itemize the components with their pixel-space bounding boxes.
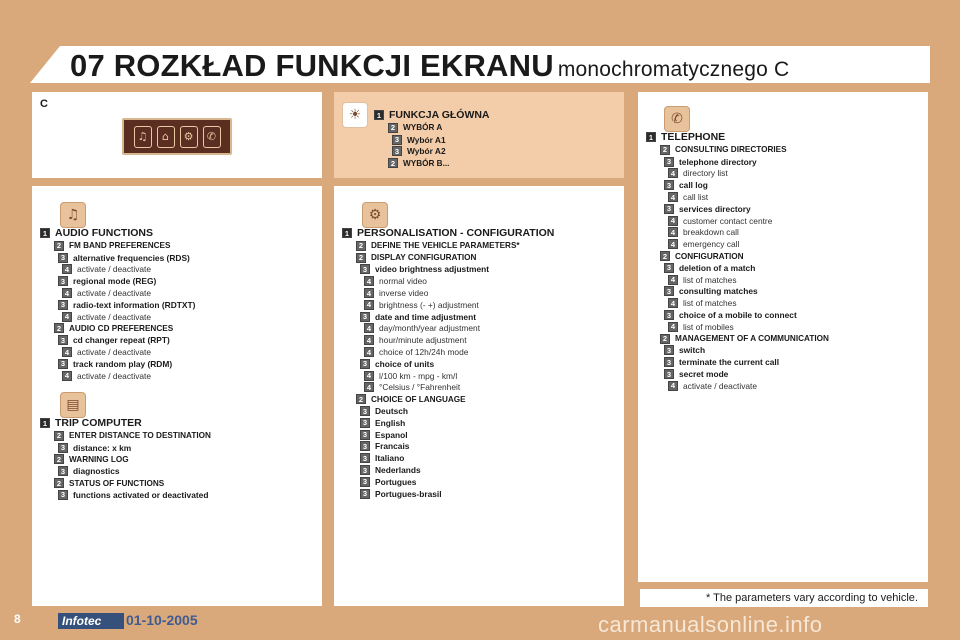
level-badge: 3 (58, 443, 68, 453)
menu-row-level-4 (40, 264, 195, 276)
menu-row-level-4 (342, 346, 554, 358)
menu-item-label: ENTER DISTANCE TO DESTINATION (69, 431, 211, 441)
level-badge: 4 (62, 312, 72, 322)
level-badge: 4 (62, 264, 72, 274)
navigation-icon: ⌂ (157, 126, 175, 148)
menu-row-level-3 (646, 309, 829, 321)
menu-row-level-4 (646, 380, 829, 392)
level-badge: 1 (646, 132, 656, 142)
menu-item-label: WYBÓR B... (403, 158, 450, 168)
display-panel (32, 92, 322, 178)
level-badge: 3 (664, 157, 674, 167)
level-badge: 2 (54, 454, 64, 464)
menu-item-label: breakdown call (683, 227, 739, 238)
level-badge: 4 (668, 192, 678, 202)
menu-item-label: English (375, 417, 406, 428)
level-badge: 2 (54, 323, 64, 333)
level-badge: 2 (356, 253, 366, 263)
menu-row-level-4 (646, 191, 829, 203)
level-badge: 4 (364, 347, 374, 357)
menu-item-label: call log (679, 180, 708, 191)
level-badge: 2 (660, 334, 670, 344)
menu-row-level-3 (40, 489, 211, 501)
menu-row-level-1 (646, 130, 829, 144)
menu-row-level-3 (342, 417, 554, 429)
menu-row-level-2 (374, 122, 490, 134)
menu-row-level-4 (646, 321, 829, 333)
level-badge: 4 (364, 288, 374, 298)
telephone-tree (646, 128, 829, 392)
menu-item-label: MANAGEMENT OF A COMMUNICATION (675, 334, 829, 344)
menu-row-level-1 (40, 226, 195, 240)
menu-item-label: deletion of a match (679, 262, 756, 273)
level-badge: 2 (54, 431, 64, 441)
menu-row-level-4 (40, 311, 195, 323)
menu-item-label: regional mode (REG) (73, 276, 157, 287)
level-badge: 2 (388, 123, 398, 133)
level-badge: 4 (668, 239, 678, 249)
menu-item-label: Italiano (375, 453, 405, 464)
menu-item-label: TELEPHONE (661, 131, 726, 143)
menu-item-label: FM BAND PREFERENCES (69, 241, 171, 251)
level-badge: 3 (664, 310, 674, 320)
menu-item-label: directory list (683, 168, 728, 179)
level-badge: 4 (668, 216, 678, 226)
menu-item-label: alternative frequencies (RDS) (73, 252, 190, 263)
audio-trip-panel (32, 186, 322, 606)
menu-item-label: brightness (- +) adjustment (379, 299, 479, 310)
infotec-logo: Infotec (58, 613, 124, 629)
menu-row-level-4 (342, 382, 554, 394)
telephone-panel (638, 92, 928, 582)
menu-item-label: DISPLAY CONFIGURATION (371, 253, 477, 263)
menu-row-level-3 (342, 311, 554, 323)
menu-row-level-2 (342, 240, 554, 252)
menu-row-level-4 (646, 215, 829, 227)
level-badge: 3 (360, 359, 370, 369)
menu-item-label: Espanol (375, 429, 408, 440)
level-badge: 4 (668, 322, 678, 332)
menu-item-label: switch (679, 345, 706, 356)
menu-item-label: video brightness adjustment (375, 264, 490, 275)
level-badge: 3 (360, 312, 370, 322)
menu-item-label: cd changer repeat (RPT) (73, 335, 170, 346)
menu-row-level-3 (40, 465, 211, 477)
menu-item-label: functions activated or deactivated (73, 489, 209, 500)
menu-row-level-4 (40, 287, 195, 299)
menu-item-label: call list (683, 192, 709, 203)
level-badge: 3 (360, 406, 370, 416)
menu-row-level-3 (646, 179, 829, 191)
menu-item-label: activate / deactivate (77, 347, 152, 358)
menu-item-label: day/month/year adjustment (379, 323, 481, 334)
page-title (70, 48, 789, 88)
menu-row-level-3 (646, 156, 829, 168)
menu-row-level-3 (646, 286, 829, 298)
legend-panel (334, 92, 624, 178)
menu-item-label: list of mobiles (683, 321, 734, 332)
level-badge: 4 (668, 227, 678, 237)
personalisation-tree (342, 224, 554, 500)
level-badge: 3 (58, 466, 68, 476)
level-badge: 3 (392, 135, 402, 145)
menu-item-label: AUDIO FUNCTIONS (55, 227, 153, 239)
level-badge: 2 (356, 241, 366, 251)
menu-row-level-2 (40, 430, 211, 442)
menu-row-level-4 (40, 370, 195, 382)
level-badge: 4 (364, 382, 374, 392)
menu-item-label: choice of a mobile to connect (679, 310, 797, 321)
level-badge: 3 (58, 359, 68, 369)
title-subtitle: monochromatycznego C (557, 58, 790, 81)
menu-row-level-4 (342, 323, 554, 335)
level-badge: 3 (664, 286, 674, 296)
menu-row-level-3 (40, 334, 195, 346)
level-badge: 3 (360, 477, 370, 487)
level-badge: 3 (360, 441, 370, 451)
menu-row-level-2 (40, 477, 211, 489)
menu-row-level-4 (342, 275, 554, 287)
level-badge: 3 (360, 418, 370, 428)
level-badge: 1 (374, 110, 384, 120)
menu-item-label: °Celsius / °Fahrenheit (379, 382, 461, 393)
level-badge: 3 (360, 465, 370, 475)
audio-tree (40, 224, 195, 382)
menu-item-label: activate / deactivate (683, 380, 758, 391)
menu-row-level-1 (40, 416, 211, 430)
level-badge: 4 (62, 288, 72, 298)
menu-item-label: choice of units (375, 358, 435, 369)
edition-date: 01-10-2005 (126, 612, 198, 628)
menu-row-level-3 (646, 262, 829, 274)
menu-row-level-2 (40, 323, 195, 335)
menu-item-label: activate / deactivate (77, 264, 152, 275)
menu-row-level-4 (40, 346, 195, 358)
menu-item-label: Portugues-brasil (375, 488, 442, 499)
trip-tree (40, 414, 211, 501)
menu-item-label: inverse video (379, 288, 429, 299)
level-badge: 1 (40, 418, 50, 428)
menu-item-label: normal video (379, 276, 427, 287)
menu-row-level-4 (646, 227, 829, 239)
menu-item-label: CHOICE OF LANGUAGE (371, 394, 466, 404)
menu-item-label: services directory (679, 203, 751, 214)
watermark: carmanualsonline.info (598, 612, 823, 637)
menu-row-level-4 (646, 168, 829, 180)
menu-row-level-2 (40, 240, 195, 252)
legend-tree (374, 106, 490, 169)
menu-item-label: track random play (RDM) (73, 358, 173, 369)
menu-item-label: date and time adjustment (375, 311, 476, 322)
menu-item-label: hour/minute adjustment (379, 335, 467, 346)
menu-item-label: activate / deactivate (77, 311, 152, 322)
menu-item-label: Wybór A1 (407, 134, 446, 145)
level-badge: 3 (664, 357, 674, 367)
menu-row-level-4 (342, 287, 554, 299)
page-number: 8 (14, 612, 21, 626)
menu-row-level-3 (40, 442, 211, 454)
menu-row-level-3 (646, 345, 829, 357)
level-badge: 3 (664, 204, 674, 214)
menu-item-label: AUDIO CD PREFERENCES (69, 323, 174, 333)
menu-row-level-3 (646, 368, 829, 380)
level-badge: 3 (664, 180, 674, 190)
menu-item-label: choice of 12h/24h mode (379, 347, 469, 358)
menu-item-label: activate / deactivate (77, 370, 152, 381)
menu-row-level-3 (342, 488, 554, 500)
menu-row-level-4 (342, 334, 554, 346)
menu-row-level-4 (342, 370, 554, 382)
menu-row-level-3 (342, 452, 554, 464)
menu-item-label: diagnostics (73, 466, 120, 477)
menu-row-level-4 (646, 274, 829, 286)
menu-row-level-3 (342, 429, 554, 441)
menu-item-label: WARNING LOG (69, 454, 129, 464)
menu-item-label: CONSULTING DIRECTORIES (675, 145, 787, 155)
menu-row-level-2 (342, 252, 554, 264)
menu-item-label: Deutsch (375, 406, 409, 417)
level-badge: 4 (668, 298, 678, 308)
settings-icon: ⚙ (362, 202, 388, 228)
menu-row-level-3 (342, 441, 554, 453)
menu-row-level-2 (374, 157, 490, 169)
menu-item-label: Francais (375, 441, 410, 452)
level-badge: 3 (392, 146, 402, 156)
level-badge: 2 (54, 241, 64, 251)
personalisation-panel (334, 186, 624, 606)
menu-row-level-3 (40, 252, 195, 264)
menu-item-label: CONFIGURATION (675, 251, 744, 261)
level-badge: 4 (364, 276, 374, 286)
menu-row-level-1 (342, 226, 554, 240)
monochrome-display-illustration (122, 118, 232, 155)
level-badge: 1 (40, 228, 50, 238)
audio-icon: ♫ (60, 202, 86, 228)
menu-item-label: customer contact centre (683, 215, 773, 226)
level-badge: 3 (664, 369, 674, 379)
sun-icon: ☀ (342, 102, 368, 128)
level-badge: 2 (660, 251, 670, 261)
menu-row-level-3 (646, 356, 829, 368)
level-badge: 3 (360, 453, 370, 463)
menu-item-label: radio-text information (RDTXT) (73, 299, 196, 310)
menu-item-label: l/100 km - mpg - km/l (379, 370, 458, 381)
menu-item-label: FUNKCJA GŁÓWNA (389, 109, 490, 121)
menu-row-level-3 (40, 358, 195, 370)
menu-item-label: PERSONALISATION - CONFIGURATION (357, 227, 555, 239)
menu-row-level-4 (646, 297, 829, 309)
menu-row-level-2 (646, 250, 829, 262)
level-badge: 2 (356, 394, 366, 404)
title-main-text: 07 ROZKŁAD FUNKCJI EKRANU (70, 48, 554, 83)
corner-letter: C (40, 98, 48, 110)
level-badge: 3 (664, 263, 674, 273)
phone-icon: ✆ (203, 126, 221, 148)
level-badge: 3 (58, 253, 68, 263)
menu-item-label: telephone directory (679, 156, 757, 167)
menu-item-label: activate / deactivate (77, 288, 152, 299)
menu-row-level-1 (374, 108, 490, 122)
menu-row-level-3 (646, 203, 829, 215)
level-badge: 3 (360, 264, 370, 274)
menu-row-level-3 (342, 476, 554, 488)
phone-icon: ✆ (664, 106, 690, 132)
level-badge: 3 (360, 430, 370, 440)
level-badge: 3 (58, 335, 68, 345)
menu-item-label: Portugues (375, 476, 417, 487)
level-badge: 3 (360, 489, 370, 499)
menu-row-level-3 (342, 405, 554, 417)
menu-item-label: list of matches (683, 274, 737, 285)
footnote: * The parameters vary according to vehicle. (640, 589, 928, 607)
level-badge: 4 (62, 347, 72, 357)
menu-row-level-2 (646, 333, 829, 345)
level-badge: 4 (62, 371, 72, 381)
settings-icon: ⚙ (180, 126, 198, 148)
menu-row-level-4 (646, 238, 829, 250)
level-badge: 2 (388, 158, 398, 168)
menu-row-level-2 (646, 144, 829, 156)
menu-item-label: secret mode (679, 369, 729, 380)
level-badge: 3 (58, 300, 68, 310)
menu-row-level-3 (40, 275, 195, 287)
menu-row-level-2 (342, 393, 554, 405)
level-badge: 3 (58, 276, 68, 286)
level-badge: 1 (342, 228, 352, 238)
menu-item-label: Wybór A2 (407, 146, 446, 157)
menu-row-level-2 (40, 454, 211, 466)
level-badge: 3 (58, 490, 68, 500)
menu-item-label: WYBÓR A (403, 123, 443, 133)
menu-item-label: emergency call (683, 239, 740, 250)
level-badge: 4 (668, 168, 678, 178)
menu-row-level-3 (342, 264, 554, 276)
music-icon: ♫ (134, 126, 152, 148)
menu-item-label: terminate the current call (679, 357, 780, 368)
level-badge: 2 (660, 145, 670, 155)
level-badge: 4 (668, 275, 678, 285)
trip-computer-icon: ▤ (60, 392, 86, 418)
menu-item-label: distance: x km (73, 442, 132, 453)
level-badge: 4 (668, 381, 678, 391)
level-badge: 4 (364, 323, 374, 333)
level-badge: 3 (664, 345, 674, 355)
menu-item-label: Nederlands (375, 465, 421, 476)
menu-item-label: TRIP COMPUTER (55, 417, 142, 429)
level-badge: 4 (364, 300, 374, 310)
level-badge: 4 (364, 371, 374, 381)
level-badge: 2 (54, 478, 64, 488)
menu-row-level-4 (342, 299, 554, 311)
menu-item-label: list of matches (683, 298, 737, 309)
menu-item-label: STATUS OF FUNCTIONS (69, 478, 165, 488)
menu-row-level-3 (374, 146, 490, 158)
menu-item-label: DEFINE THE VEHICLE PARAMETERS* (371, 241, 520, 251)
level-badge: 4 (364, 335, 374, 345)
menu-item-label: consulting matches (679, 286, 758, 297)
menu-row-level-3 (374, 134, 490, 146)
menu-row-level-3 (342, 464, 554, 476)
menu-row-level-3 (342, 358, 554, 370)
menu-row-level-3 (40, 299, 195, 311)
